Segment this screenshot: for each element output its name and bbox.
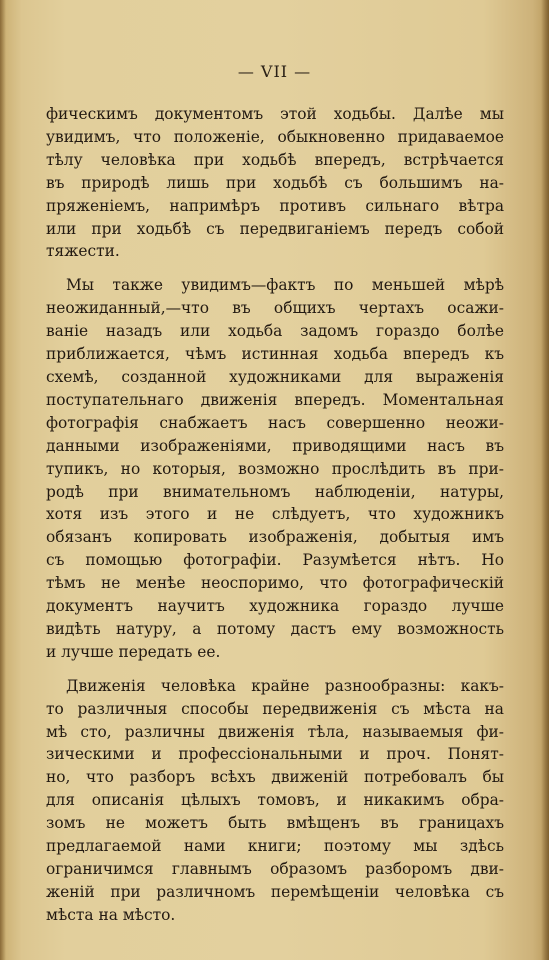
text-line: родѣ при внимательномъ наблюденіи, натуры, [46,482,504,501]
paragraph [46,274,504,663]
text-line: Мы также увидимъ—фактъ по меньшей мѣрѣ [66,276,504,295]
text-line: и лучше передать ее. [46,642,221,661]
text-line: фическимъ документомъ этой ходьбы. Далѣе мы [46,105,504,123]
text-line: тупикъ, но которыя, возможно прослѣдить въ при- [46,459,504,478]
text-line: въ природѣ лишь при ходьбѣ съ большимъ на- [46,173,504,192]
text-line: тяжести. [46,242,120,261]
text-line: данными изображеніями, приводящими насъ въ [46,436,504,455]
text-line: зомъ не можетъ быть вмѣщенъ въ границахъ [46,814,504,833]
text-line: то различныя способы передвиженія съ мѣста на [46,699,504,718]
text-line: поступательнаго движенія впередъ. Моментальная [46,390,504,409]
text-line: мѣста на мѣсто. [46,905,176,924]
page-shadow-right [541,0,549,960]
text-line: обязанъ копировать изображенія, добытыя имъ [46,528,504,547]
text-line: или при ходьбѣ съ передвиганіемъ передъ собой [46,219,504,238]
text-line: неожиданный,—что въ общихъ чертахъ осажи- [46,299,504,318]
text-line: Движенія человѣка крайне разнообразны: какъ- [66,676,504,695]
text-line: схемѣ, созданной художниками для выраженія [46,367,504,386]
text-line: ваніе назадъ или ходьба задомъ гораздо болѣе [46,322,504,341]
page-shadow-left [0,0,6,960]
body-text [46,103,504,927]
text-line: фотографія снабжаетъ насъ совершенно неожи- [46,413,504,432]
text-line: съ помощью фотографіи. Разумѣется нѣтъ. Но [46,551,504,570]
text-line: но, что разборъ всѣхъ движеній потребовалъ бы [46,768,504,787]
page-number: — VII — [237,62,312,81]
text-line: приближается, чѣмъ истинная ходьба впередъ къ [46,345,504,364]
text-line: женій при различномъ перемѣщеніи человѣка съ [46,882,504,901]
text-line: пряженіемъ, напримѣръ противъ сильнаго вѣтра [46,196,504,215]
text-line: тѣмъ не менѣе неоспоримо, что фотографическій [46,574,504,593]
text-line: увидимъ, что положеніе, обыкновенно придаваемое [46,127,504,146]
text-line: хотя изъ этого и не слѣдуетъ, что художникъ [46,505,504,524]
text-line: ограничимся главнымъ образомъ разборомъ дви- [46,860,504,878]
text-line: видѣть натуру, а потому дастъ ему возможность [46,619,504,638]
text-line: документъ научитъ художника гораздо лучше [46,597,504,616]
text-line: зическими и профессіональными и проч. Понят- [46,745,504,764]
text-line: тѣлу человѣка при ходьбѣ впередъ, встрѣчается [46,150,504,169]
text-line: мѣ сто, различны движенія тѣла, называемыя фи- [46,722,504,741]
paragraph [46,103,504,263]
text-line: для описанія цѣлыхъ томовъ, и никакимъ обра- [46,791,504,810]
text-line: предлагаемой нами книги; поэтому мы здѣсь [46,837,504,856]
paragraph [46,675,504,927]
